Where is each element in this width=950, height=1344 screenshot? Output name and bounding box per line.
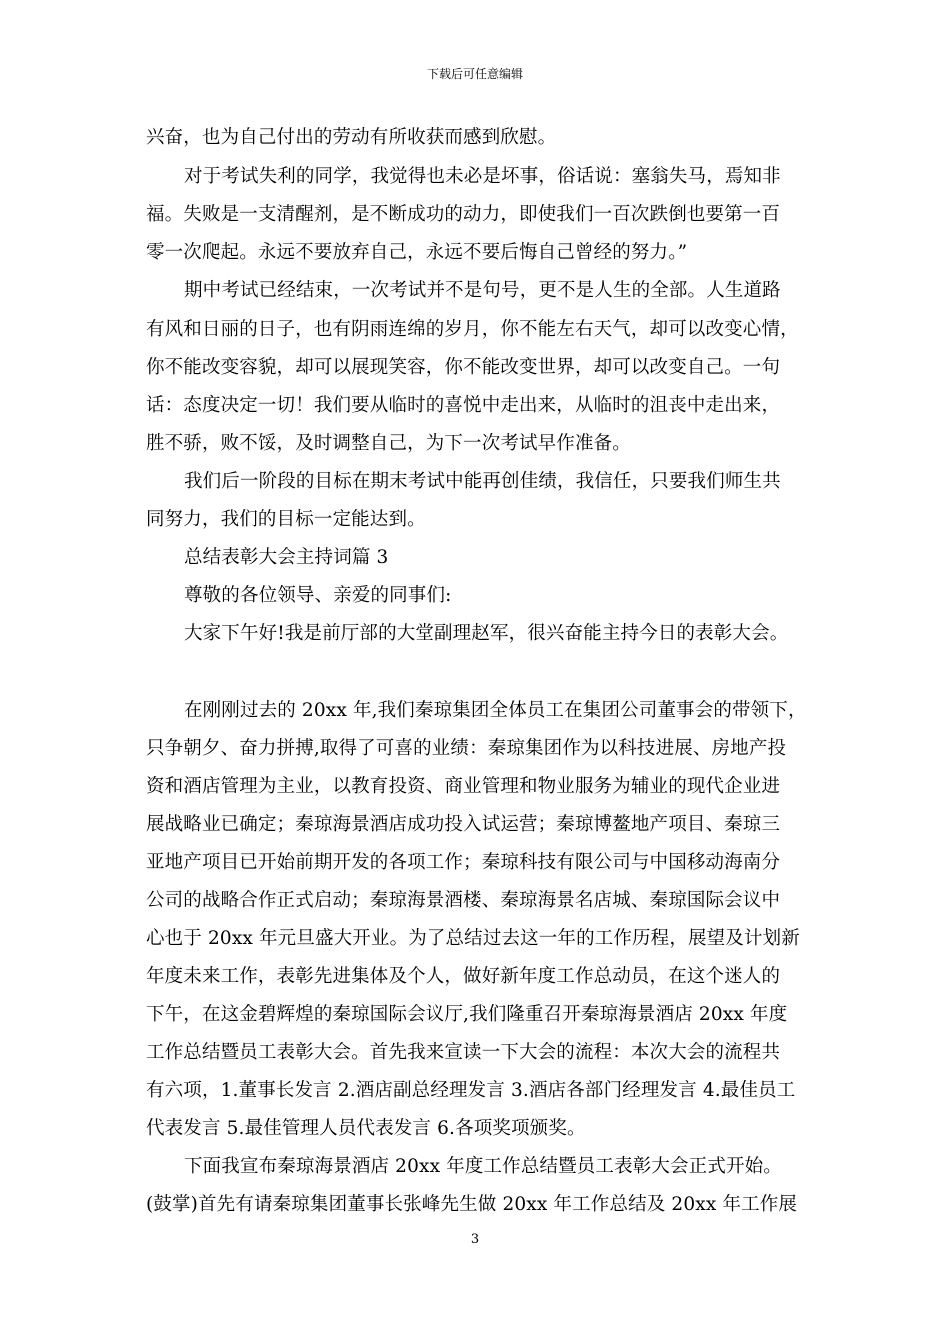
text-line: 资和酒店管理为主业，以教育投资、商业管理和物业服务为辅业的现代企业进 (146, 776, 781, 797)
text-line: 下面我宣布秦琼海景酒店 20xx 年度工作总结暨员工表彰大会正式开始。 (184, 1156, 782, 1177)
text-line: 展战略业已确定；秦琼海景酒店成功投入试运营；秦琼博鳌地产项目、秦琼三 (146, 814, 781, 835)
text-line: 工作总结暨员工表彰大会。首先我来宣读一下大会的流程：本次大会的流程共 (146, 1042, 781, 1063)
page-number: 3 (470, 1232, 480, 1247)
section-heading: 总结表彰大会主持词篇 3 (184, 547, 389, 568)
text-line: 代表发言 5.最佳管理人员代表发言 6.各项奖项颁奖。 (146, 1118, 586, 1139)
text-line: 公司的战略合作正式启动；秦琼海景酒楼、秦琼海景名店城、秦琼国际会议中 (146, 890, 781, 911)
text-line: 我们后一阶段的目标在期末考试中能再创佳绩，我信任，只要我们师生共 (184, 471, 781, 492)
text-line: 有风和日丽的日子，也有阴雨连绵的岁月，你不能左右天气，却可以改变心情， (146, 319, 799, 340)
text-line: 福。失败是一支清醒剂，是不断成功的动力，即使我们一百次跌倒也要第一百 (146, 204, 781, 225)
text-line: 零一次爬起。永远不要放弃自己，永远不要后悔自己曾经的努力。” (146, 242, 688, 263)
text-line: 兴奋，也为自己付出的劳动有所收获而感到欣慰。 (146, 127, 557, 148)
text-line: 期中考试已经结束，一次考试并不是句号，更不是人生的全部。人生道路 (184, 280, 781, 301)
text-line: 下午，在这金碧辉煌的秦琼国际会议厅,我们隆重召开秦琼海景酒店 20xx 年度 (146, 1004, 788, 1025)
text-line: 同努力，我们的目标一定能达到。 (146, 509, 426, 530)
text-line: 心也于 20xx 年元旦盛大开业。为了总结过去这一年的工作历程，展望及计划新 (146, 928, 800, 949)
text-line: 亚地产项目已开始前期开发的各项工作；秦琼科技有限公司与中国移动海南分 (146, 852, 781, 873)
text-line: 胜不骄，败不馁，及时调整自己，为下一次考试早作准备。 (146, 433, 631, 454)
text-line: 在刚刚过去的 20xx 年,我们秦琼集团全体员工在集团公司董事会的带领下， (184, 700, 807, 721)
text-line: 大家下午好!我是前厅部的大堂副理赵军，很兴奋能主持今日的表彰大会。 (184, 623, 789, 644)
text-line: 你不能改变容貌，却可以展现笑容，你不能改变世界，却可以改变自己。一句 (146, 357, 781, 378)
text-line: 有六项，1.董事长发言 2.酒店副总经理发言 3.酒店各部门经理发言 4.最佳员工 (146, 1080, 796, 1101)
text-line: 年度未来工作，表彰先进集体及个人，做好新年度工作总动员，在这个迷人的 (146, 966, 781, 987)
text-line: 尊敬的各位领导、亲爱的同事们: (184, 585, 452, 606)
page-header: 下载后可任意编辑 (426, 67, 523, 81)
text-line: 话：态度决定一切！我们要从临时的喜悦中走出来，从临时的沮丧中走出来， (146, 395, 781, 416)
text-line: 对于考试失利的同学，我觉得也未必是坏事，俗话说：塞翁失马，焉知非 (184, 166, 781, 187)
text-line: (鼓掌)首先有请秦琼集团董事长张峰先生做 20xx 年工作总结及 20xx 年工作展 (146, 1194, 798, 1215)
text-line: 只争朝夕、奋力拼搏,取得了可喜的业绩：秦琼集团作为以科技进展、房地产投 (146, 738, 787, 759)
